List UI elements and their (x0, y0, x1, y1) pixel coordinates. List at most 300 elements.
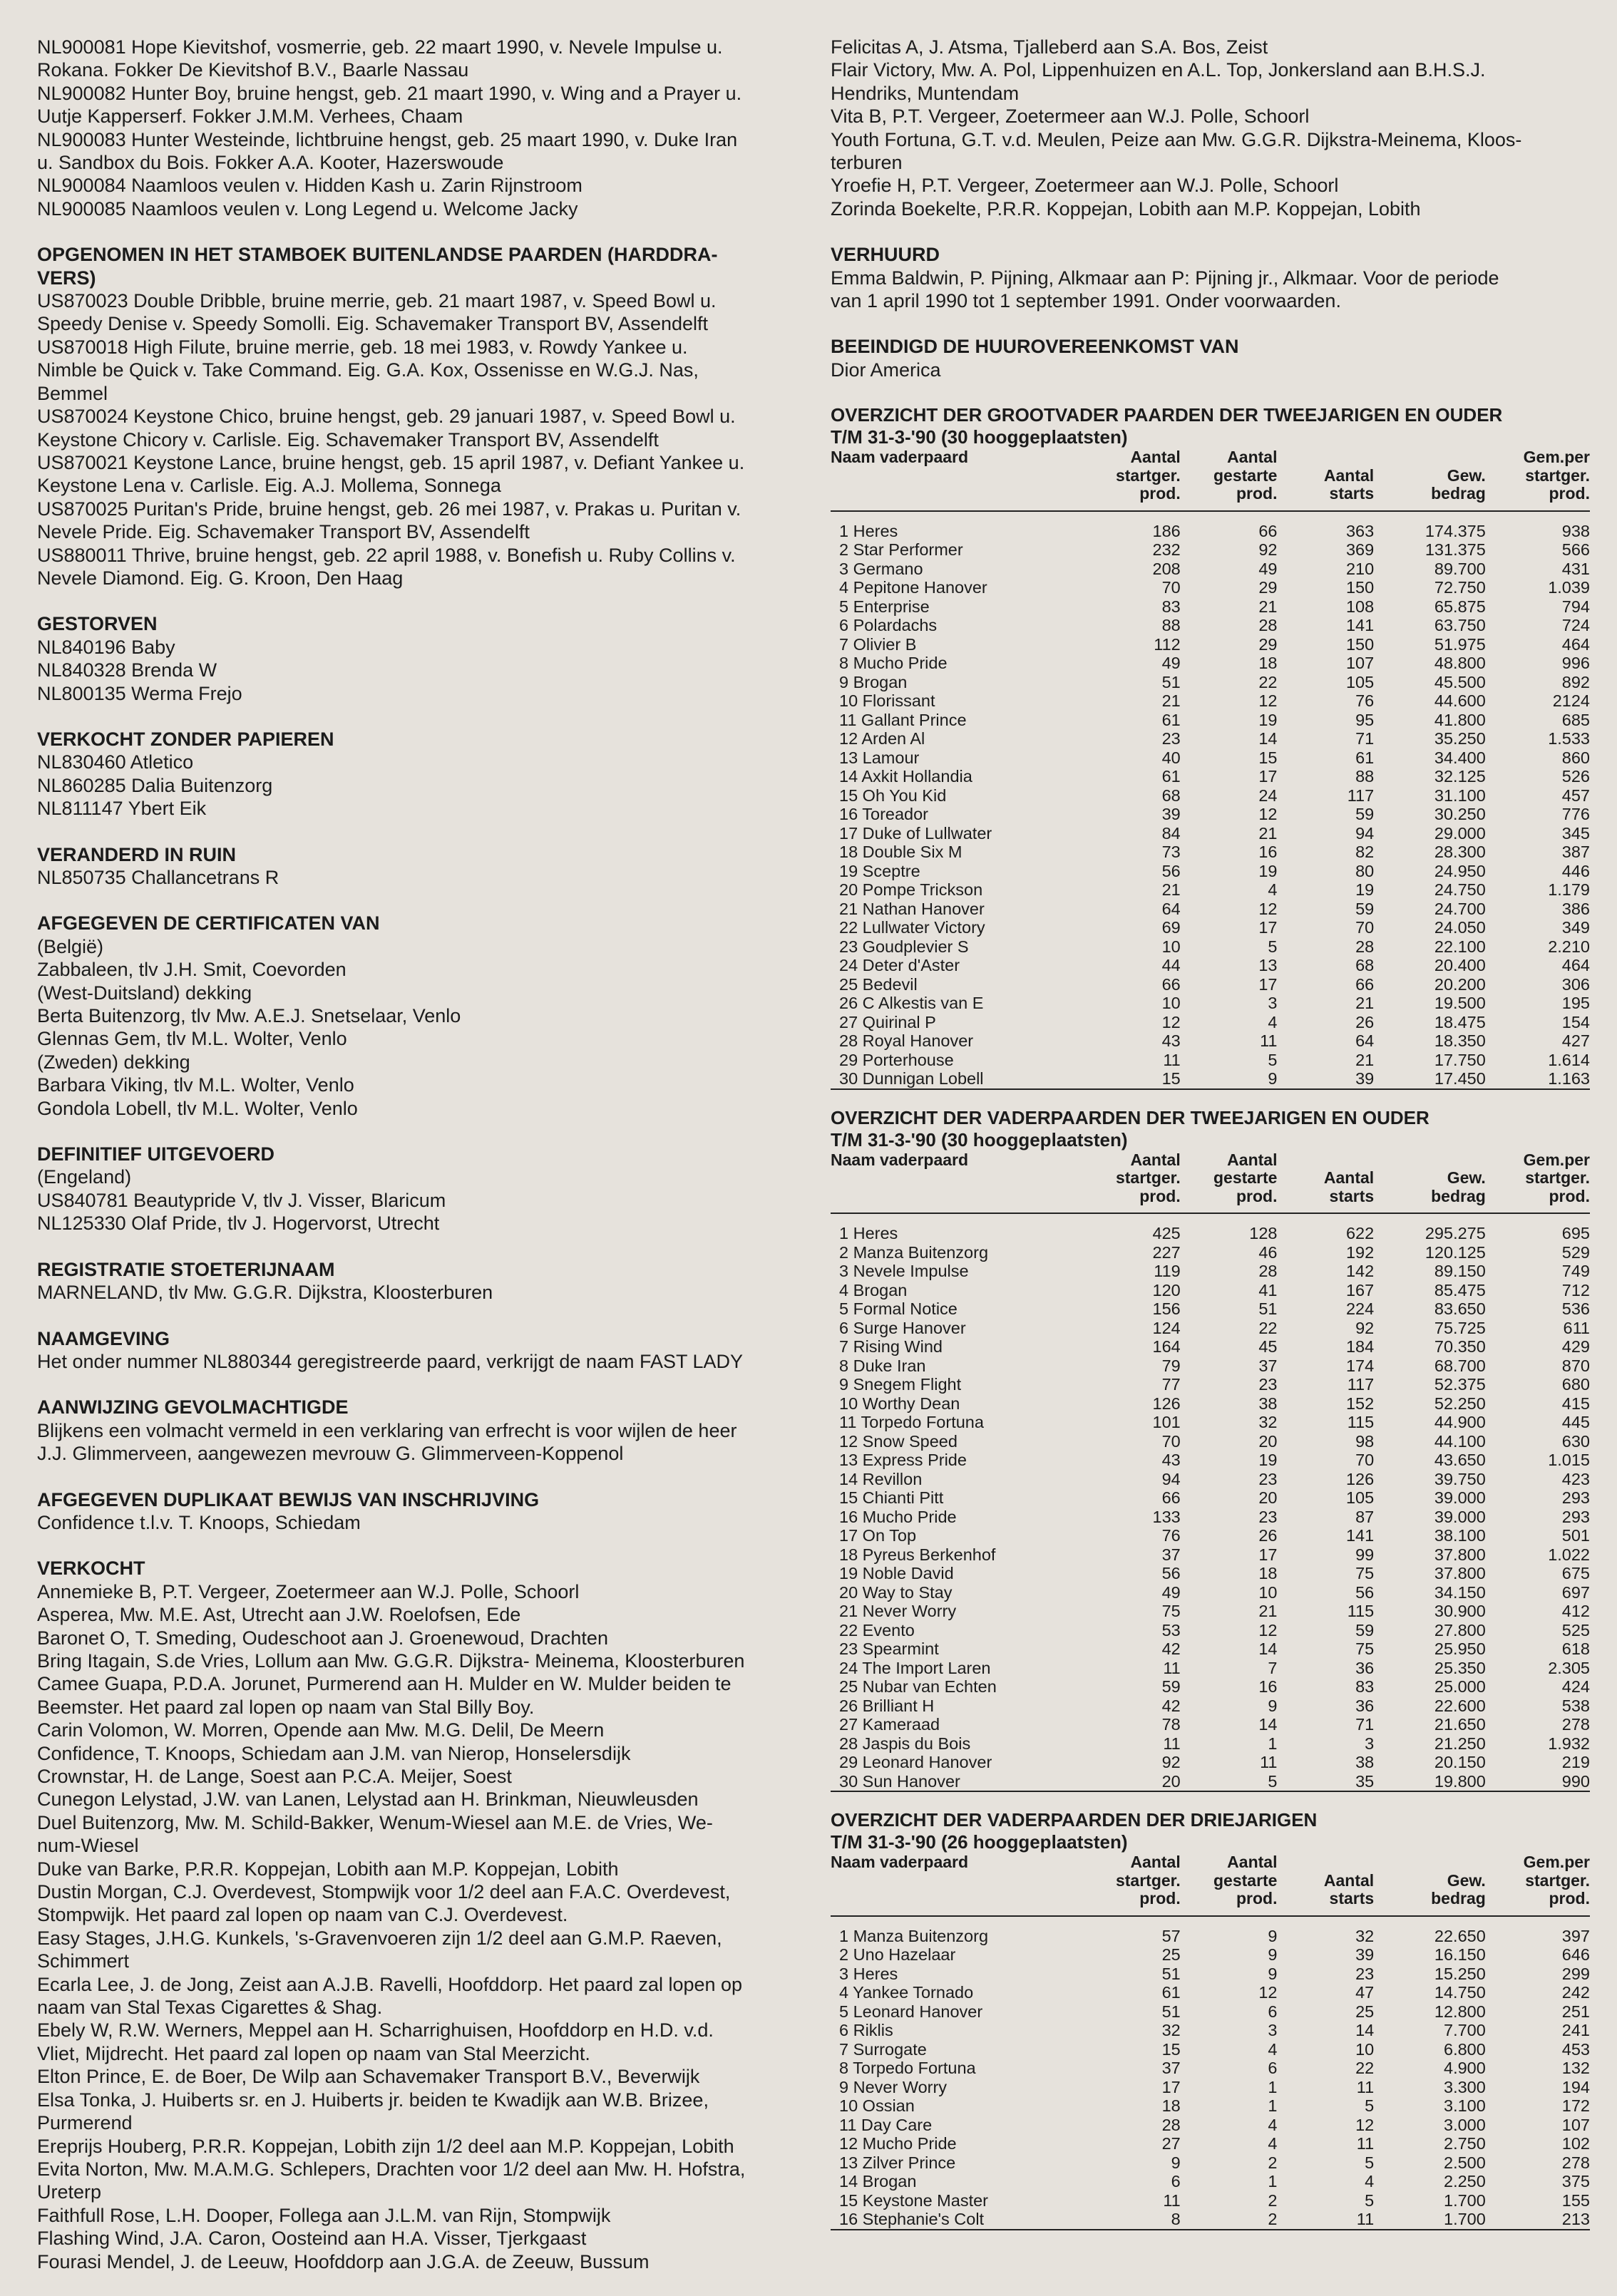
value-cell: 2 (1181, 2210, 1278, 2230)
value-cell: 32.125 (1434, 767, 1486, 786)
text-line: Fourasi Mendel, J. de Leeuw, Hoofddorp aan J.G.A. de Zeeuw, Bussum (37, 2250, 650, 2272)
value-cell: 11 (1277, 2210, 1374, 2230)
column-header-starts (1277, 1853, 1374, 1916)
text-line: Flashing Wind, J.A. Caron, Oosteind aan H.A. Visser, Tjerkgaast (37, 2228, 587, 2250)
value-cell: 9 (1268, 1696, 1278, 1715)
section-title: VERHUURD (831, 244, 940, 266)
table-row (831, 1488, 1590, 1508)
value-cell: 299 (1561, 1964, 1590, 1983)
value-cell: 685 (1561, 710, 1590, 729)
table-row (831, 862, 1590, 881)
horse-name-cell: 28 Royal Hanover (839, 1031, 974, 1051)
value-cell: 5 (1365, 2153, 1375, 2172)
table-row (831, 1281, 1590, 1300)
stats-table (831, 1853, 1590, 2230)
header-word: Aantal (1323, 1870, 1375, 1890)
value-cell: 5 (1181, 1772, 1278, 1792)
text-line: Schimmert (37, 1950, 130, 1972)
stats-section (831, 1809, 1590, 2230)
value-cell: 870 (1561, 1356, 1590, 1375)
table-row (831, 918, 1590, 937)
column-header-startger (1084, 448, 1181, 511)
value-cell: 464 (1561, 634, 1590, 654)
value-cell: 192 (1345, 1242, 1375, 1262)
value-cell: 164 (1152, 1337, 1181, 1357)
value-cell: 566 (1561, 540, 1590, 560)
horse-name-cell: 18 Double Six M (839, 843, 962, 862)
text-line: NL900083 Hunter Westeinde, lichtbruine hengst, geb. 25 maart 1990, v. Duke Iran (37, 128, 738, 150)
table-row (831, 1451, 1590, 1470)
table-title: OVERZICHT DER VADERPAARDEN DER TWEEJARIGEN EN OUDER (831, 1106, 1429, 1128)
header-word: Gem.per (1523, 1853, 1590, 1872)
table-row (831, 1413, 1590, 1432)
column-header-name (831, 1853, 1084, 1916)
value-cell: 241 (1561, 2021, 1590, 2040)
header-word: Aantal (1130, 1853, 1181, 1872)
value-cell: 70 (1355, 918, 1375, 937)
table-row (831, 635, 1590, 654)
value-cell: 99 (1355, 1545, 1375, 1564)
value-cell: 536 (1561, 1299, 1590, 1319)
table-row (831, 2002, 1590, 2022)
value-cell: 43 (1161, 1031, 1181, 1051)
value-cell: 457 (1561, 786, 1590, 805)
header-word: startger. (1525, 465, 1590, 485)
value-cell: 61 (1355, 748, 1375, 767)
value-cell: 4 (1268, 2039, 1278, 2059)
value-cell: 429 (1561, 1337, 1590, 1357)
section-title: VERS) (37, 267, 96, 289)
table-row (831, 1357, 1590, 1376)
value-cell: 75 (1161, 1602, 1181, 1621)
value-cell: 115 (1347, 1413, 1375, 1432)
text-line: u. Sandbox du Bois. Fokker A.A. Kooter, Hazerswoude (37, 152, 504, 174)
section (37, 1327, 800, 1374)
value-cell: 21.250 (1434, 1734, 1486, 1753)
text-line: van 1 april 1990 tot 1 september 1991. Onder voorwaarden. (831, 290, 1341, 312)
value-cell: 697 (1561, 1582, 1590, 1602)
header-row (831, 1853, 1590, 1916)
text-line: US870018 High Filute, bruine merrie, geb. 18 mei 1983, v. Rowdy Yankee u. (37, 336, 688, 358)
value-cell: 17.450 (1374, 1069, 1486, 1089)
value-cell: 293 (1561, 1507, 1590, 1526)
horse-name-cell: 2 Star Performer (839, 540, 963, 560)
value-cell: 98 (1355, 1431, 1375, 1451)
value-cell: 92 (1355, 1318, 1375, 1337)
text-line: Nimble be Quick v. Take Command. Eig. G.A. Kox, Ossenisse en W.G.J. Nas, (37, 359, 699, 381)
value-cell: 37 (1161, 2059, 1181, 2078)
text-line: NL850735 Challancetrans R (37, 867, 279, 888)
section (831, 335, 1590, 381)
value-cell: 32 (1161, 2021, 1181, 2040)
value-cell: 2 (1268, 2191, 1278, 2210)
section-title: AFGEGEVEN DE CERTIFICATEN VAN (37, 912, 380, 935)
horse-name-cell: 1 Heres (839, 1224, 898, 1243)
value-cell: 77 (1161, 1375, 1181, 1394)
value-cell: 172 (1561, 2096, 1590, 2116)
section (37, 912, 800, 1120)
value-cell: 41 (1258, 1280, 1278, 1299)
text-line: Confidence t.l.v. T. Knoops, Schiedam (37, 1511, 361, 1533)
horse-name-cell: 8 Torpedo Fortuna (839, 2059, 976, 2078)
value-cell: 94 (1161, 1469, 1181, 1488)
value-cell: 501 (1561, 1526, 1590, 1545)
value-cell: 34.150 (1434, 1582, 1486, 1602)
value-cell: 68 (1161, 786, 1181, 805)
value-cell: 59 (1355, 805, 1375, 824)
section (37, 728, 800, 820)
horse-name-cell: 8 Mucho Pride (839, 654, 948, 673)
value-cell: 10 (1161, 937, 1181, 956)
value-cell: 112 (1154, 634, 1181, 654)
text-line: NL840328 Brenda W (37, 659, 217, 681)
value-cell: 79 (1161, 1356, 1181, 1375)
horse-name-cell: 14 Axkit Hollandia (839, 767, 972, 786)
value-cell: 87 (1355, 1507, 1375, 1526)
column-header-gemper (1486, 1853, 1590, 1916)
value-cell: 21 (1161, 691, 1181, 711)
value-cell: 23 (1161, 729, 1181, 748)
horse-name-cell: 4 Brogan (839, 1280, 908, 1299)
text-line: Faithfull Rose, L.H. Dooper, Follega aan J.L.M. van Rijn, Stompwijk (37, 2204, 611, 2226)
value-cell: 12 (1258, 691, 1278, 711)
verkocht-continued (831, 36, 1590, 220)
value-cell: 117 (1347, 1375, 1375, 1394)
value-cell: 27.800 (1434, 1620, 1486, 1639)
value-cell: 11 (1163, 1050, 1181, 1069)
value-cell: 61 (1161, 1983, 1181, 2002)
value-cell: 66 (1355, 974, 1375, 994)
value-cell: 25.950 (1434, 1639, 1486, 1659)
value-cell: 208 (1152, 559, 1181, 578)
header-word: prod. (1549, 1186, 1590, 1205)
horse-name-cell: 16 Mucho Pride (839, 1507, 957, 1526)
value-cell: 538 (1561, 1696, 1590, 1715)
column-header-gestarte (1181, 1151, 1278, 1214)
table-row (831, 786, 1590, 805)
value-cell: 126 (1152, 1394, 1181, 1413)
value-cell: 22 (1355, 2059, 1375, 2078)
horse-name-cell: 9 Never Worry (839, 2077, 948, 2096)
text-line: NL900084 Naamloos veulen v. Hidden Kash u. Zarin Rijnstroom (37, 175, 582, 197)
value-cell: 39.750 (1434, 1469, 1486, 1488)
value-cell: 39.000 (1434, 1488, 1486, 1508)
text-line: Zorinda Boekelte, P.R.R. Koppejan, Lobith aan M.P. Koppejan, Lobith (831, 197, 1421, 220)
table-row (831, 843, 1590, 862)
horse-name-cell: 1 Manza Buitenzorg (839, 1926, 989, 1945)
value-cell: 25 (1355, 2002, 1375, 2021)
text-line: NL811147 Ybert Eik (37, 798, 207, 820)
horse-name-cell: 2 Manza Buitenzorg (839, 1242, 989, 1262)
section-title: BEEINDIGD DE HUUROVEREENKOMST VAN (831, 336, 1239, 358)
text-line: Keystone Chicory v. Carlisle. Eig. Schavemaker Transport BV, Assendelft (37, 428, 659, 451)
horse-name-cell: 17 Duke of Lullwater (839, 823, 992, 843)
horse-name-cell: 24 Deter d'Aster (839, 956, 960, 975)
horse-name-cell: 10 Florissant (839, 691, 935, 711)
text-line: Keystone Lena v. Carlisle. Eig. A.J. Mollema, Sonnega (37, 475, 501, 497)
value-cell: 9 (1268, 1964, 1278, 1983)
text-line: Speedy Denise v. Speedy Somolli. Eig. Schavemaker Transport BV, Assendelft (37, 313, 709, 335)
horse-name-cell: 17 On Top (839, 1526, 917, 1545)
horse-name-cell: 12 Arden Al (839, 729, 925, 748)
text-line: num-Wiesel (37, 1835, 139, 1857)
text-line: Flair Victory, Mw. A. Pol, Lippenhuizen en A.L. Top, Jonkersland aan B.H.S.J. (831, 59, 1486, 81)
value-cell: 154 (1561, 1012, 1590, 1031)
horse-name-cell: 5 Leonard Hanover (839, 2002, 983, 2021)
value-cell: 88 (1355, 767, 1375, 786)
value-cell: 412 (1561, 1602, 1590, 1621)
value-cell: 630 (1561, 1431, 1590, 1451)
text-line: (Engeland) (37, 1166, 132, 1188)
text-line: Youth Fortuna, G.T. v.d. Meulen, Peize aan Mw. G.G.R. Dijkstra-Meinema, Kloos- (831, 128, 1522, 150)
header-word: prod. (1139, 484, 1181, 503)
value-cell: 12 (1258, 1620, 1278, 1639)
text-line: US870023 Double Dribble, bruine merrie, geb. 21 maart 1987, v. Speed Bowl u. (37, 290, 717, 312)
text-line: Evita Norton, Mw. M.A.M.G. Schlepers, Drachten voor 1/2 deel aan Mw. H. Hofstra, (37, 2158, 746, 2180)
table-row (831, 2078, 1590, 2097)
value-cell: 1.700 (1374, 2210, 1486, 2230)
value-cell: 8 (1084, 2210, 1181, 2230)
value-cell: 219 (1561, 1753, 1590, 1772)
horse-name-cell: 15 Oh You Kid (839, 786, 947, 805)
text-line: NL800135 Werma Frejo (37, 682, 242, 704)
value-cell: 4 (1268, 880, 1278, 900)
horse-name-cell: 16 Stephanie's Colt (831, 2210, 1084, 2230)
value-cell: 119 (1154, 1262, 1181, 1281)
horse-name-cell: 11 Torpedo Fortuna (839, 1413, 984, 1432)
intro-entries (37, 36, 800, 220)
value-cell: 1.700 (1444, 2191, 1486, 2210)
value-cell: 24.700 (1434, 899, 1486, 918)
value-cell: 44.600 (1434, 691, 1486, 711)
value-cell: 427 (1561, 1031, 1590, 1051)
horse-name-cell: 6 Surge Hanover (839, 1318, 966, 1337)
value-cell: 51 (1258, 1299, 1278, 1319)
table-title: T/M 31-3-'90 (30 hooggeplaatsten) (831, 426, 1128, 448)
horse-name-cell: 6 Polardachs (839, 616, 938, 635)
table-row (831, 2096, 1590, 2116)
value-cell: 19 (1258, 710, 1278, 729)
value-cell: 892 (1561, 672, 1590, 691)
text-line: US880011 Thrive, bruine hengst, geb. 22 april 1988, v. Bonefish u. Ruby Collins v. (37, 544, 736, 566)
value-cell: 45 (1258, 1337, 1278, 1357)
value-cell: 38.100 (1434, 1526, 1486, 1545)
header-word: prod. (1236, 484, 1278, 503)
section (37, 1258, 800, 1304)
table-row (831, 673, 1590, 692)
value-cell: 19.500 (1434, 994, 1486, 1013)
horse-name-cell: 7 Olivier B (839, 634, 917, 654)
value-cell: 174.375 (1424, 521, 1486, 540)
value-cell: 3.000 (1444, 2115, 1486, 2134)
value-cell: 4 (1268, 2115, 1278, 2134)
table-row (831, 1432, 1590, 1451)
value-cell: 3.100 (1444, 2096, 1486, 2116)
table-row (831, 2116, 1590, 2135)
value-cell: 646 (1561, 1945, 1590, 1965)
value-cell: 105 (1345, 672, 1375, 691)
value-cell: 10 (1161, 994, 1181, 1013)
value-cell: 28 (1258, 1262, 1278, 1281)
horse-name-cell: 11 Day Care (839, 2115, 933, 2134)
value-cell: 11 (1163, 1658, 1181, 1677)
table-row (831, 767, 1590, 786)
value-cell: 75.725 (1434, 1318, 1486, 1337)
horse-name-cell: 2 Uno Hazelaar (839, 1945, 956, 1965)
horse-name-cell: 24 The Import Laren (839, 1658, 991, 1677)
horse-name-cell: 19 Noble David (839, 1564, 954, 1583)
value-cell: 11 (1356, 2077, 1375, 2096)
table-row (831, 511, 1590, 541)
value-cell: 529 (1561, 1242, 1590, 1262)
value-cell: 26 (1355, 1012, 1375, 1031)
value-cell: 1.932 (1548, 1734, 1590, 1753)
value-cell: 22 (1258, 1318, 1278, 1337)
table-row (831, 2059, 1590, 2078)
table-row (831, 805, 1590, 824)
value-cell: 12 (1258, 899, 1278, 918)
table-row (831, 1697, 1590, 1716)
value-cell: 68 (1355, 956, 1375, 975)
text-line: Beemster. Het paard zal lopen op naam van Stal Billy Boy. (37, 1696, 535, 1718)
value-cell: 51 (1161, 1964, 1181, 1983)
value-cell: 424 (1561, 1677, 1590, 1697)
text-line: Duke van Barke, P.R.R. Koppejan, Lobith aan M.P. Koppejan, Lobith (37, 1858, 619, 1880)
value-cell: 15.250 (1434, 1964, 1486, 1983)
table-row (831, 1051, 1590, 1070)
value-cell: 14 (1355, 2021, 1375, 2040)
value-cell: 1.614 (1548, 1050, 1590, 1069)
section (37, 1396, 800, 1465)
header-word: Aantal (1227, 1150, 1278, 1169)
value-cell: 15 (1161, 2039, 1181, 2059)
text-line: Elsa Tonka, J. Huiberts sr. en J. Huiberts jr. beiden te Kwadijk aan W.B. Brizee, (37, 2089, 709, 2111)
table-row (831, 994, 1590, 1013)
value-cell: 19.800 (1374, 1772, 1486, 1792)
text-line: NL840196 Baby (37, 636, 175, 658)
table-row (831, 900, 1590, 919)
value-cell: 4 (1268, 2134, 1278, 2153)
value-cell: 990 (1486, 1772, 1590, 1792)
horse-name-cell: 3 Nevele Impulse (839, 1262, 969, 1281)
value-cell: 66 (1161, 1488, 1181, 1508)
value-cell: 51 (1161, 672, 1181, 691)
table-row (831, 691, 1590, 711)
table-row (831, 1602, 1590, 1621)
value-cell: 20 (1084, 1772, 1181, 1792)
value-cell: 23 (1258, 1375, 1278, 1394)
value-cell: 1 (1268, 2077, 1278, 2096)
header-row (831, 1151, 1590, 1214)
value-cell: 7.700 (1444, 2021, 1486, 2040)
value-cell: 24.750 (1434, 880, 1486, 900)
table-row (831, 1983, 1590, 2002)
value-cell: 24 (1258, 786, 1278, 805)
value-cell: 37.800 (1434, 1545, 1486, 1564)
table-row (831, 1621, 1590, 1640)
value-cell: 70 (1355, 1451, 1375, 1470)
text-line: Bring Itagain, S.de Vries, Lollum aan Mw. G.G.R. Dijkstra- Meinema, Kloosterburen (37, 1649, 745, 1672)
value-cell: 227 (1152, 1242, 1181, 1262)
table-title: T/M 31-3-'90 (30 hooggeplaatsten) (831, 1128, 1128, 1150)
value-cell: 52.375 (1434, 1375, 1486, 1394)
value-cell: 622 (1345, 1224, 1375, 1243)
value-cell: 5 (1365, 2096, 1375, 2116)
table-row (831, 1394, 1590, 1414)
value-cell: 1.163 (1486, 1069, 1590, 1089)
table-row (831, 560, 1590, 579)
value-cell: 92 (1258, 540, 1278, 560)
value-cell: 20 (1258, 1431, 1278, 1451)
horse-name-cell: 13 Zilver Prince (839, 2153, 956, 2172)
value-cell: 369 (1345, 540, 1375, 560)
value-cell: 34.400 (1434, 748, 1486, 767)
value-cell: 18 (1258, 654, 1278, 673)
value-cell: 17 (1258, 767, 1278, 786)
text-line: US870021 Keystone Lance, bruine hengst, geb. 15 april 1987, v. Defiant Yankee u. (37, 451, 745, 473)
table-title: OVERZICHT DER GROOTVADER PAARDEN DER TWEEJARIGEN EN OUDER (831, 404, 1503, 426)
value-cell: 29.000 (1434, 823, 1486, 843)
horse-name-cell: 29 Leonard Hanover (839, 1753, 992, 1772)
text-line: NL900082 Hunter Boy, bruine hengst, geb. 21 maart 1990, v. Wing and a Prayer u. (37, 82, 742, 104)
horse-name-cell: 18 Pyreus Berkenhof (839, 1545, 996, 1564)
table-title: OVERZICHT DER VADERPAARDEN DER DRIEJARIGEN (831, 1809, 1318, 1831)
value-cell: 26 (1258, 1526, 1278, 1545)
value-cell: 174 (1345, 1356, 1375, 1375)
value-cell: 9 (1181, 1069, 1278, 1089)
value-cell: 24.050 (1434, 918, 1486, 937)
text-line: J.J. Glimmerveen, aangewezen mevrouw G. Glimmerveen-Koppenol (37, 1443, 624, 1465)
value-cell: 30.250 (1434, 805, 1486, 824)
value-cell: 27 (1161, 2134, 1181, 2153)
horse-name-cell: 4 Pepitone Hanover (839, 578, 987, 597)
stats-table (831, 1151, 1590, 1793)
text-line: Ecarla Lee, J. de Jong, Zeist aan A.J.B. Ravelli, Hoofddorp. Het paard zal lopen op (37, 1973, 743, 1995)
horse-name-cell: 1 Heres (839, 521, 898, 540)
value-cell: 9 (1268, 1945, 1278, 1965)
header-word: bedrag (1431, 484, 1486, 503)
value-cell: 124 (1152, 1318, 1181, 1337)
section (831, 243, 1590, 312)
text-line: Ereprijs Houberg, P.R.R. Koppejan, Lobith zijn 1/2 deel aan M.P. Koppejan, Lobith (37, 2135, 734, 2157)
section-title: NAAMGEVING (37, 1327, 170, 1349)
value-cell: 425 (1152, 1224, 1181, 1243)
table-row (831, 1470, 1590, 1489)
table-row (831, 1299, 1590, 1319)
horse-name-cell: 19 Sceptre (839, 861, 920, 880)
value-cell: 611 (1563, 1318, 1590, 1337)
header-word: startger. (1115, 1168, 1181, 1188)
header-word: Aantal (1130, 448, 1181, 467)
horse-name-cell: 26 Brilliant H (839, 1696, 935, 1715)
table-row (831, 1965, 1590, 1984)
value-cell: 61 (1161, 767, 1181, 786)
table-row (831, 1772, 1590, 1792)
value-cell: 76 (1355, 691, 1375, 711)
header-word: startger. (1115, 465, 1181, 485)
text-line: US870024 Keystone Chico, bruine hengst, geb. 29 januari 1987, v. Speed Bowl u. (37, 406, 736, 428)
text-line: NL830460 Atletico (37, 751, 194, 773)
value-cell: 21 (1161, 880, 1181, 900)
value-cell: 44.900 (1434, 1413, 1486, 1432)
header-word: prod. (1236, 1889, 1278, 1908)
value-cell: 25 (1161, 1945, 1181, 1965)
section-title: OPGENOMEN IN HET STAMBOEK BUITENLANDSE PAARDEN (HARDDRA- (37, 244, 718, 266)
value-cell: 6 (1268, 2059, 1278, 2078)
header-word: Gem.per (1523, 1150, 1590, 1169)
text-line: Zabbaleen, tlv J.H. Smit, Coevorden (37, 959, 346, 981)
value-cell: 45.500 (1434, 672, 1486, 691)
